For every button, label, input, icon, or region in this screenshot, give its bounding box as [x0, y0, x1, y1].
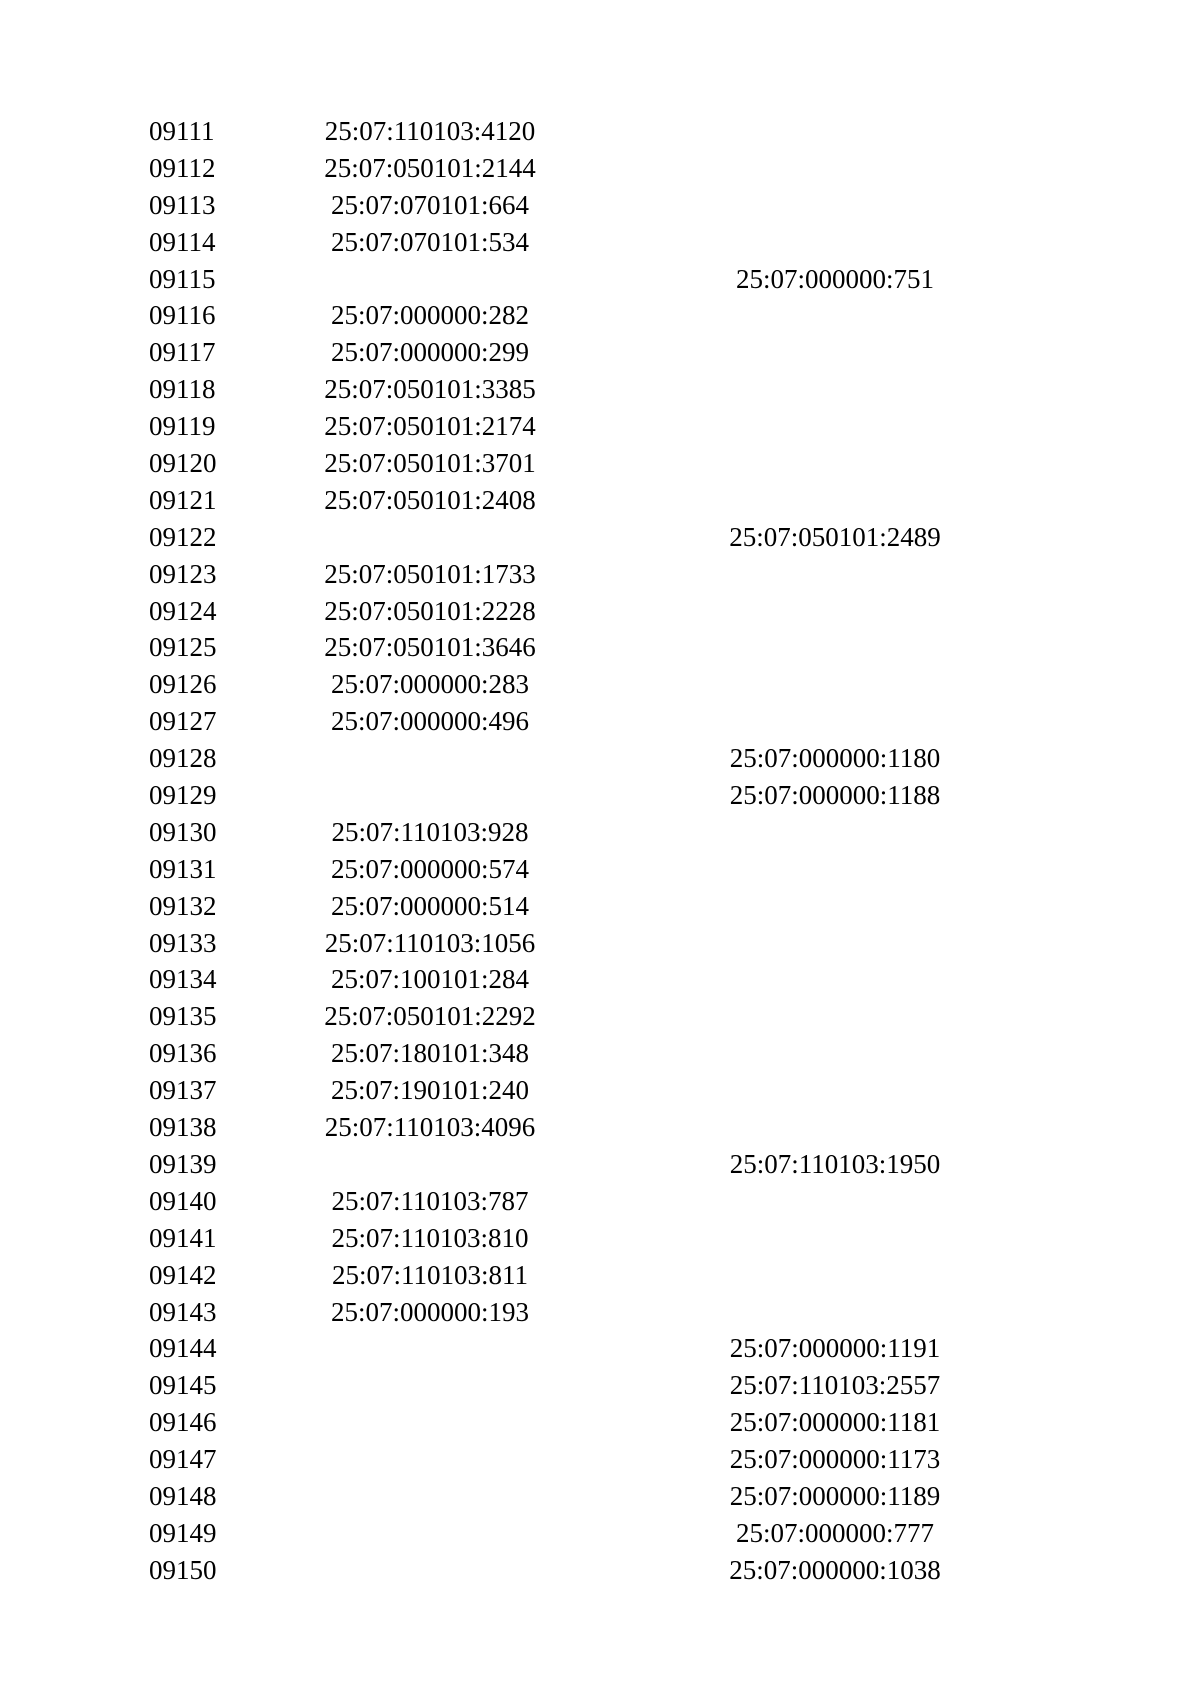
- table-row: [0, 1404, 1200, 1441]
- table-row: [0, 482, 1200, 519]
- table-row: [0, 703, 1200, 740]
- table-row: [0, 851, 1200, 888]
- cadastral-number-primary-text: 25:07:110103:4120: [324, 116, 536, 146]
- cadastral-number-primary-text: 25:07:000000:283: [331, 669, 530, 700]
- cadastral-number-secondary-text: 25:07:000000:777: [736, 1517, 935, 1548]
- record-number: 09117: [149, 337, 216, 368]
- table-row: [0, 224, 1200, 261]
- cadastral-number-primary-text: 25:07:050101:3701: [324, 448, 536, 479]
- table-row: [0, 593, 1200, 630]
- table-row: [0, 998, 1200, 1035]
- table-row: [0, 740, 1200, 777]
- cadastral-number-primary-text: 25:07:050101:1733: [324, 558, 536, 589]
- table-row: [0, 1257, 1200, 1294]
- table-row: [0, 666, 1200, 703]
- table-row: [0, 1441, 1200, 1478]
- record-number: 09145: [149, 1370, 217, 1401]
- table-row: [0, 1552, 1200, 1589]
- cadastral-number-primary-text: 25:07:070101:664: [331, 189, 530, 220]
- table-row: [0, 961, 1200, 998]
- table-row: [0, 1072, 1200, 1109]
- record-number: 09132: [149, 890, 217, 921]
- table-row: [0, 1330, 1200, 1367]
- table-row: [0, 888, 1200, 925]
- cadastral-number-primary-text: 25:07:050101:2408: [324, 484, 536, 515]
- cadastral-number-secondary-text: 25:07:110103:1950: [729, 1148, 941, 1179]
- table-row: [0, 1294, 1200, 1331]
- table-row: [0, 925, 1200, 962]
- cadastral-number-primary-text: 25:07:050101:2144: [324, 152, 536, 183]
- cadastral-number-primary-text: 25:07:110103:4096: [324, 1112, 536, 1143]
- table-row: [0, 334, 1200, 371]
- table-row: [0, 297, 1200, 334]
- record-number: 09127: [149, 706, 217, 737]
- record-number: 09120: [149, 448, 217, 479]
- cadastral-number-primary-text: 25:07:000000:496: [331, 706, 530, 737]
- record-table: [0, 113, 1200, 1589]
- cadastral-number-primary-text: 25:07:000000:574: [331, 853, 530, 884]
- record-number: 09126: [149, 669, 217, 700]
- table-row: [0, 814, 1200, 851]
- record-number: 09128: [149, 743, 217, 774]
- cadastral-number-secondary-text: 25:07:000000:1173: [729, 1444, 941, 1475]
- cadastral-number-secondary-text: 25:07:000000:1191: [729, 1333, 941, 1364]
- cadastral-number-primary-text: 25:07:050101:3385: [324, 374, 536, 405]
- table-row: [0, 445, 1200, 482]
- table-row: [0, 113, 1200, 150]
- record-number: 09122: [149, 521, 217, 552]
- cadastral-number-primary-text: 25:07:110103:810: [331, 1222, 529, 1253]
- record-number: 09121: [149, 484, 217, 515]
- record-number: 09112: [149, 152, 216, 183]
- cadastral-number-primary-text: 25:07:180101:348: [331, 1038, 530, 1069]
- table-row: [0, 556, 1200, 593]
- cadastral-number-primary-text: 25:07:050101:3646: [324, 632, 536, 663]
- record-number: 09125: [149, 632, 217, 663]
- cadastral-number-primary-text: 25:07:000000:299: [331, 337, 530, 368]
- record-number: 09124: [149, 595, 217, 626]
- record-number: 09129: [149, 780, 217, 811]
- cadastral-number-primary-text: 25:07:100101:284: [331, 964, 530, 995]
- cadastral-number-primary-text: 25:07:070101:534: [331, 226, 530, 257]
- record-number: 09148: [149, 1480, 217, 1511]
- record-number: 09137: [149, 1075, 217, 1106]
- cadastral-number-primary-text: 25:07:050101:2228: [324, 595, 536, 626]
- cadastral-number-secondary-text: 25:07:000000:751: [736, 263, 935, 294]
- record-number: 09114: [149, 226, 216, 257]
- record-number: 09111: [149, 116, 215, 146]
- record-number: 09118: [149, 374, 216, 405]
- table-row: [0, 777, 1200, 814]
- table-row: [0, 1146, 1200, 1183]
- table-row: [0, 150, 1200, 187]
- table-row: [0, 519, 1200, 556]
- record-number: 09142: [149, 1259, 217, 1290]
- cadastral-number-primary-text: 25:07:000000:514: [331, 890, 530, 921]
- record-number: 09130: [149, 816, 217, 847]
- cadastral-number-primary-text: 25:07:000000:282: [331, 300, 530, 331]
- record-number: 09143: [149, 1296, 217, 1327]
- cadastral-number-primary-text: 25:07:050101:2292: [324, 1001, 536, 1032]
- table-row: [0, 408, 1200, 445]
- cadastral-number-primary-text: 25:07:110103:811: [332, 1259, 529, 1290]
- cadastral-number-primary-text: 25:07:110103:787: [331, 1185, 529, 1216]
- cadastral-number-secondary-text: 25:07:000000:1181: [729, 1407, 941, 1438]
- cadastral-number-secondary-text: 25:07:000000:1189: [729, 1480, 941, 1511]
- record-number: 09144: [149, 1333, 217, 1364]
- record-number: 09139: [149, 1148, 217, 1179]
- record-number: 09134: [149, 964, 217, 995]
- cadastral-number-primary-text: 25:07:110103:1056: [324, 927, 536, 958]
- cadastral-number-secondary-text: 25:07:000000:1188: [729, 780, 941, 811]
- cadastral-number-secondary-text: 25:07:000000:1180: [729, 743, 941, 774]
- table-row: [0, 1367, 1200, 1404]
- record-number: 09133: [149, 927, 217, 958]
- table-row: [0, 629, 1200, 666]
- record-number: 09146: [149, 1407, 217, 1438]
- record-number: 09119: [149, 411, 216, 442]
- record-number: 09115: [149, 263, 216, 294]
- cadastral-number-primary-text: 25:07:190101:240: [331, 1075, 530, 1106]
- cadastral-number-secondary-text: 25:07:050101:2489: [729, 521, 941, 552]
- record-number: 09147: [149, 1444, 217, 1475]
- table-row: [0, 1109, 1200, 1146]
- record-number: 09140: [149, 1185, 217, 1216]
- table-row: [0, 261, 1200, 298]
- cadastral-number-primary-text: 25:07:000000:193: [331, 1296, 530, 1327]
- table-row: [0, 1515, 1200, 1552]
- record-number: 09135: [149, 1001, 217, 1032]
- record-number: 09149: [149, 1517, 217, 1548]
- record-number: 09113: [149, 189, 216, 220]
- record-number: 09138: [149, 1112, 217, 1143]
- table-row: [0, 1220, 1200, 1257]
- record-number: 09141: [149, 1222, 217, 1253]
- record-number: 09136: [149, 1038, 217, 1069]
- table-row: [0, 187, 1200, 224]
- table-row: [0, 1183, 1200, 1220]
- table-row: [0, 371, 1200, 408]
- table-row: [0, 1035, 1200, 1072]
- record-number: 09116: [149, 300, 216, 331]
- cadastral-number-secondary-text: 25:07:110103:2557: [729, 1370, 941, 1401]
- record-number: 09150: [149, 1554, 217, 1585]
- cadastral-number-primary-text: 25:07:050101:2174: [324, 411, 536, 442]
- record-number: 09131: [149, 853, 217, 884]
- cadastral-number-secondary-text: 25:07:000000:1038: [729, 1554, 941, 1585]
- cadastral-number-primary-text: 25:07:110103:928: [331, 816, 529, 847]
- record-number: 09123: [149, 558, 217, 589]
- table-row: [0, 1478, 1200, 1515]
